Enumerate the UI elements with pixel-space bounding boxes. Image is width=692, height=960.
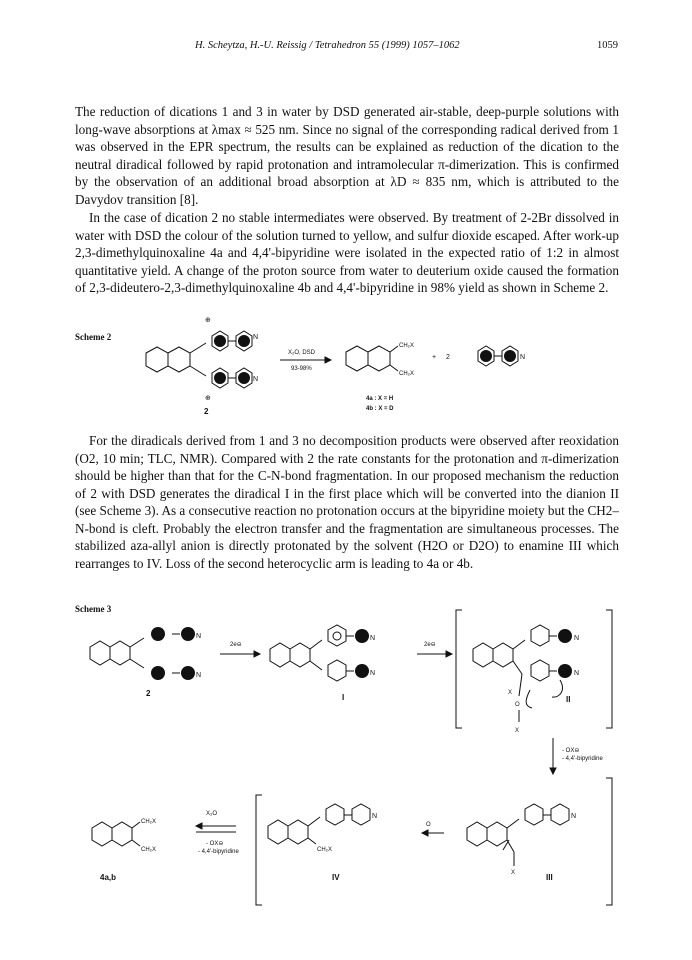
atom-n: N [253, 334, 259, 341]
scheme-3-label: Scheme 3 [75, 604, 112, 614]
atom-n: N [571, 813, 577, 820]
atom-o: O [515, 702, 520, 708]
plus-sign: + [432, 354, 437, 361]
loss-bipyridine-label: - 4,4'-bipyridine [562, 756, 603, 762]
compound-label-II: II [566, 695, 571, 704]
atom-x: X [508, 690, 513, 696]
stoichiometric-coefficient: 2 [446, 354, 450, 361]
scheme-3-structures [90, 610, 612, 905]
atom-n: N [520, 354, 526, 361]
compound-label-4ab: 4a,b [100, 873, 117, 882]
loss-ox-label: - OX⊖ [206, 841, 224, 847]
scheme-3-filled-rings [151, 627, 572, 680]
bracket-left [256, 795, 262, 905]
atom-x: X [511, 870, 516, 876]
reagent-label: X₂O, DSD [288, 350, 315, 356]
x2o-label: X₂O [206, 811, 217, 817]
curved-arrow [526, 690, 532, 708]
page-number: 1059 [597, 40, 618, 51]
ch2x-label: CH₂X [317, 847, 332, 853]
atom-o: O [426, 822, 431, 828]
compound-label-2: 2 [204, 407, 209, 416]
compound-label-4b: 4b : X = D [366, 406, 394, 412]
paragraph-1: The reduction of dications 1 and 3 in water by DSD generated air-stable, deep-purple solutions with long-wave absorptions at λmax ≈ 525 nm. Since no signal of the corresponding radical derived from 1 was observed in the EPR spectrum, the results can be explained as reduction of the dication to the neutral diradical followed by rapid protonation and intramolecular π-dimerization. This is confirmed by the observation of an additional broad absorption at λD ≈ 835 nm, which is attributed to the Davydov transition [8]. [75, 104, 619, 207]
ch2x-label: CH₂X [399, 343, 414, 349]
compound-label-4a: 4a : X = H [366, 396, 394, 402]
atom-n: N [574, 635, 580, 642]
bracket-right [606, 778, 612, 905]
ch2x-label: CH₂X [141, 819, 156, 825]
positive-charge: ⊕ [205, 317, 211, 324]
atom-n: N [253, 376, 259, 383]
atom-n: N [574, 670, 580, 677]
positive-charge: ⊕ [205, 395, 211, 402]
compound-label-I: I [342, 693, 345, 702]
scheme-2-label: Scheme 2 [75, 332, 112, 342]
bracket-right [606, 610, 612, 728]
compound-label-III: III [546, 873, 553, 882]
scheme-3-labels [100, 633, 603, 882]
compound-label-2: 2 [146, 689, 151, 698]
bracket-left [456, 610, 462, 728]
atom-n: N [370, 635, 376, 642]
loss-bipyridine-label: - 4,4'-bipyridine [198, 849, 239, 855]
ch2x-label: CH₂X [399, 371, 414, 377]
curved-arrow [552, 680, 562, 697]
atom-n: N [196, 633, 202, 640]
paragraph-2: In the case of dication 2 no stable intermediates were observed. By treatment of 2-2Br dissolved in water with DSD the colour of the solution turned to yellow, and sulfur dioxide escaped. After work-up 2,3-dimethylquinoxaline 4a and 4,4'-bipyridine were isolated in the expected ratio of 1:2 in almost quantitative yield. A change of the proton source from water to deuterium oxide caused the formation of 2,3-dideutero-2,3-dimethylquinoxaline 4b and 4,4'-bipyridine in 98% yield as shown in Scheme 2. [75, 210, 619, 295]
atom-n: N [370, 670, 376, 677]
running-title: H. Scheytza, H.-U. Reissig / Tetrahedron 55 (1999) 1057–1062 [195, 40, 460, 51]
atom-n: N [372, 813, 378, 820]
paragraph-3: For the diradicals derived from 1 and 3 no decomposition products were observed after reoxidation (O2, 10 min; TLC, NMR). Compared with 2 the rate constants for the protonation and π-dimerization should be higher than that for the C-N-bond fragmentation. In our proposed mechanism the reduction of 2 with DSD generates the diradical I in the first place which will be converted into the dianion II (see Scheme 3). As a consecutive reaction no protonation occurs at the bipyridine moiety but the CH2–N-bond is cleft. Probably the electron transfer and the fragmentation are simultaneous processes. The stabilized aza-allyl anion is directly protonated by the solvent (H2O or D2O) to enamine III which rearranges to IV. Loss of the second heterocyclic arm is leading to 4a or 4b. [75, 433, 619, 571]
ch2x-label: CH₂X [141, 847, 156, 853]
loss-ox-label: - OX⊖ [562, 748, 580, 754]
atom-x: X [515, 728, 520, 734]
yield-label: 93-98% [291, 366, 312, 372]
atom-n: N [196, 672, 202, 679]
electron-label: 2e⊖ [424, 642, 436, 648]
compound-label-IV: IV [332, 873, 340, 882]
electron-label: 2e⊖ [230, 642, 242, 648]
